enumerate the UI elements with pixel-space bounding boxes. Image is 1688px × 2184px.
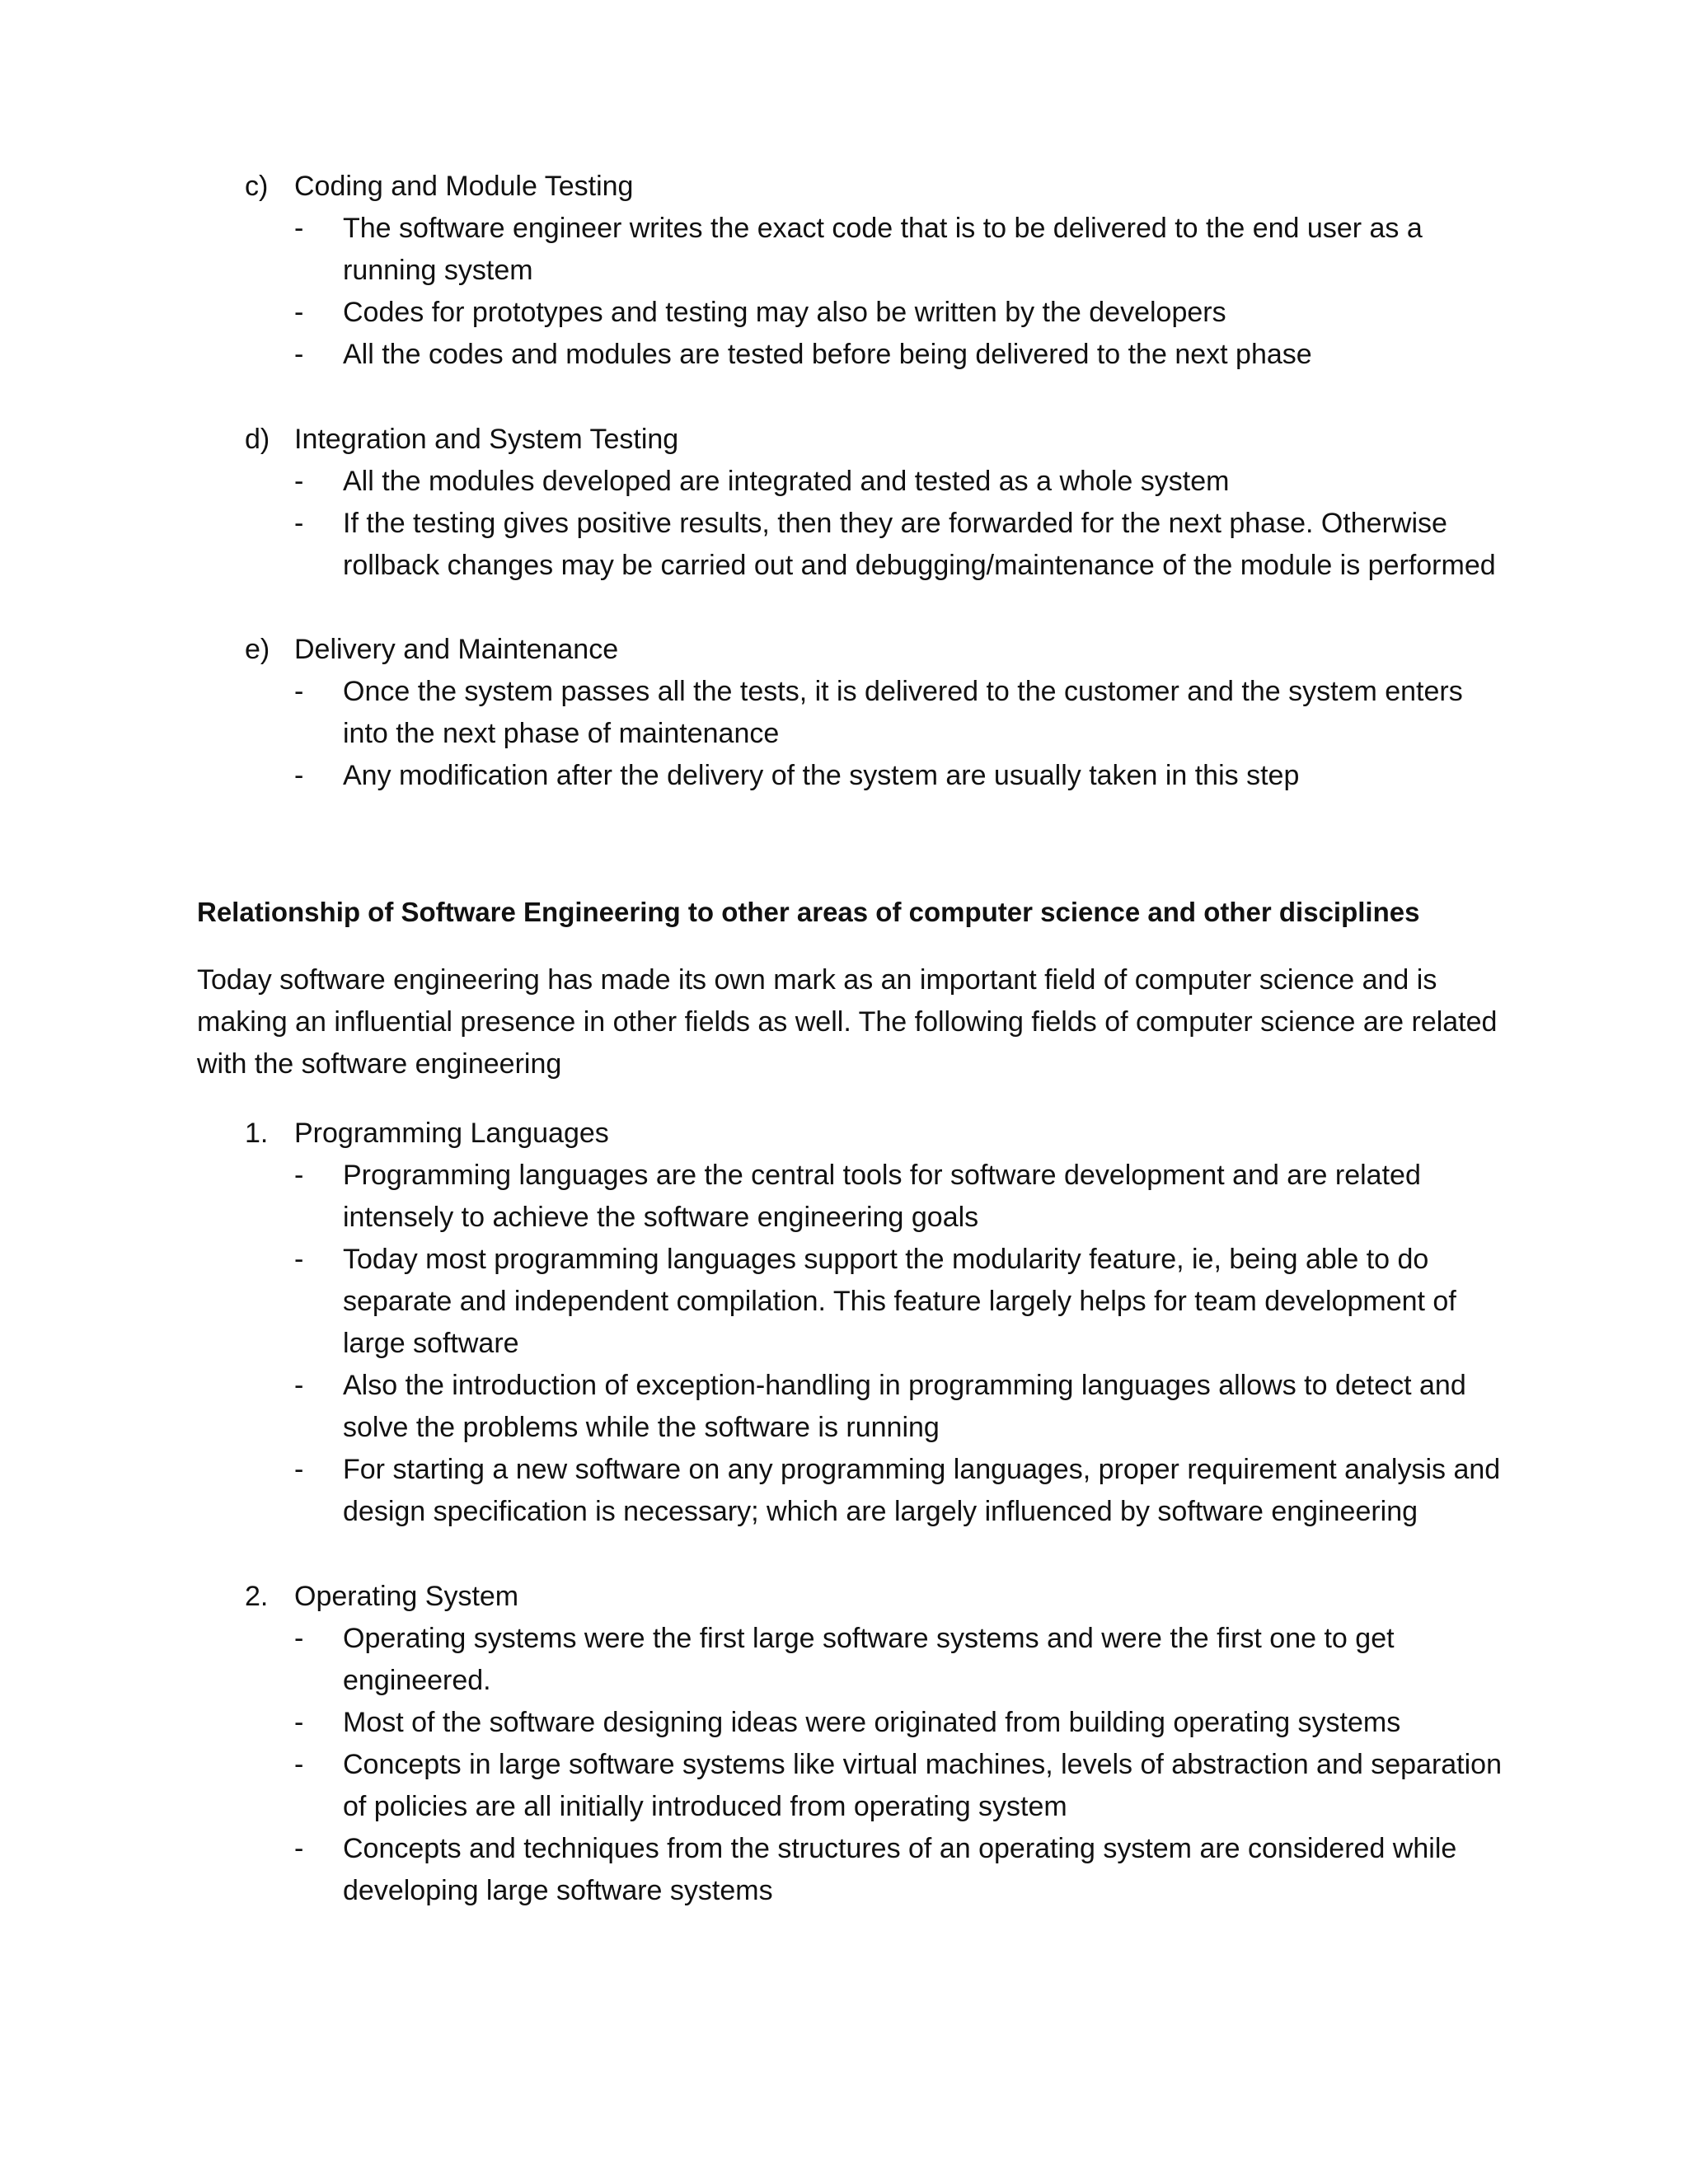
section-title: Coding and Module Testing bbox=[294, 171, 634, 202]
dash-marker: - bbox=[294, 1370, 304, 1401]
list-item bbox=[0, 292, 1688, 334]
bullet-text: Today most programming languages support the modularity feature, ie, being able to do separate and independent compilation. This feature largely helps for team development of large software bbox=[343, 1244, 1456, 1359]
dash-marker: - bbox=[294, 1833, 304, 1864]
list-item bbox=[0, 1702, 1688, 1744]
list-item bbox=[0, 1155, 1688, 1239]
list-item bbox=[0, 1618, 1688, 1702]
list-item bbox=[0, 334, 1688, 376]
list-item bbox=[0, 1239, 1688, 1365]
bullet-text: Codes for prototypes and testing may also be written by the developers bbox=[343, 297, 1226, 328]
dash-marker: - bbox=[294, 1623, 304, 1654]
section-marker: c) bbox=[245, 171, 269, 202]
list-item bbox=[0, 1828, 1688, 1912]
dash-marker: - bbox=[294, 466, 304, 497]
bullet-text: Also the introduction of exception-handling in programming languages allows to detect and solve the problems while the software is running bbox=[343, 1370, 1466, 1443]
list-item bbox=[0, 503, 1688, 587]
list-item bbox=[0, 671, 1688, 755]
section-marker: 2. bbox=[245, 1581, 269, 1612]
bullet-list bbox=[0, 1618, 1688, 1912]
bullet-list bbox=[0, 208, 1688, 376]
section-marker: 1. bbox=[245, 1118, 269, 1149]
section-heading: Relationship of Software Engineering to other areas of computer science and other disciplines bbox=[197, 897, 1420, 927]
dash-marker: - bbox=[294, 1707, 304, 1738]
bullet-list bbox=[0, 1155, 1688, 1533]
dash-marker: - bbox=[294, 508, 304, 539]
bullet-text: All the codes and modules are tested before being delivered to the next phase bbox=[343, 339, 1312, 370]
bullet-list bbox=[0, 671, 1688, 797]
dash-marker: - bbox=[294, 339, 304, 370]
bullet-text: Any modification after the delivery of the system are usually taken in this step bbox=[343, 760, 1300, 791]
list-item bbox=[0, 755, 1688, 797]
bullet-text: Concepts and techniques from the structures of an operating system are considered while developing large software systems bbox=[343, 1833, 1457, 1906]
list-item bbox=[0, 1365, 1688, 1449]
dash-marker: - bbox=[294, 297, 304, 328]
bullet-text: If the testing gives positive results, then they are forwarded for the next phase. Otherwise rollback changes may be carried out and debugging/maintenance of the module is performed bbox=[343, 508, 1496, 581]
dash-marker: - bbox=[294, 1454, 304, 1485]
section-title: Operating System bbox=[294, 1581, 519, 1612]
section-title: Integration and System Testing bbox=[294, 424, 679, 455]
dash-marker: - bbox=[294, 760, 304, 791]
section-marker: d) bbox=[245, 424, 270, 455]
list-item bbox=[0, 461, 1688, 503]
bullet-text: The software engineer writes the exact code that is to be delivered to the end user as a running system bbox=[343, 213, 1423, 286]
intro-paragraph: Today software engineering has made its own mark as an important field of computer science and is making an influential presence in other fields as well. The following fields of computer science are related with the software engineering bbox=[197, 964, 1498, 1080]
section-title: Delivery and Maintenance bbox=[294, 634, 619, 665]
bullet-text: Concepts in large software systems like virtual machines, levels of abstraction and separation of policies are all initially introduced from operating system bbox=[343, 1749, 1503, 1822]
dash-marker: - bbox=[294, 676, 304, 707]
bullet-text: Programming languages are the central tools for software development and are related intensely to achieve the software engineering goals bbox=[343, 1160, 1421, 1233]
bullet-text: All the modules developed are integrated and tested as a whole system bbox=[343, 466, 1230, 497]
dash-marker: - bbox=[294, 1749, 304, 1780]
bullet-text: For starting a new software on any programming languages, proper requirement analysis and design specification is necessary; which are largely influenced by software engineering bbox=[343, 1454, 1501, 1527]
dash-marker: - bbox=[294, 213, 304, 244]
list-item bbox=[0, 208, 1688, 292]
section-marker: e) bbox=[245, 634, 270, 665]
bullet-text: Operating systems were the first large software systems and were the first one to get engineered. bbox=[343, 1623, 1395, 1696]
list-item bbox=[0, 1744, 1688, 1828]
bullet-list bbox=[0, 461, 1688, 587]
dash-marker: - bbox=[294, 1244, 304, 1275]
section-title: Programming Languages bbox=[294, 1118, 609, 1149]
bullet-text: Most of the software designing ideas were originated from building operating systems bbox=[343, 1707, 1401, 1738]
list-item bbox=[0, 1449, 1688, 1533]
bullet-text: Once the system passes all the tests, it is delivered to the customer and the system enters into the next phase of maintenance bbox=[343, 676, 1463, 749]
dash-marker: - bbox=[294, 1160, 304, 1191]
